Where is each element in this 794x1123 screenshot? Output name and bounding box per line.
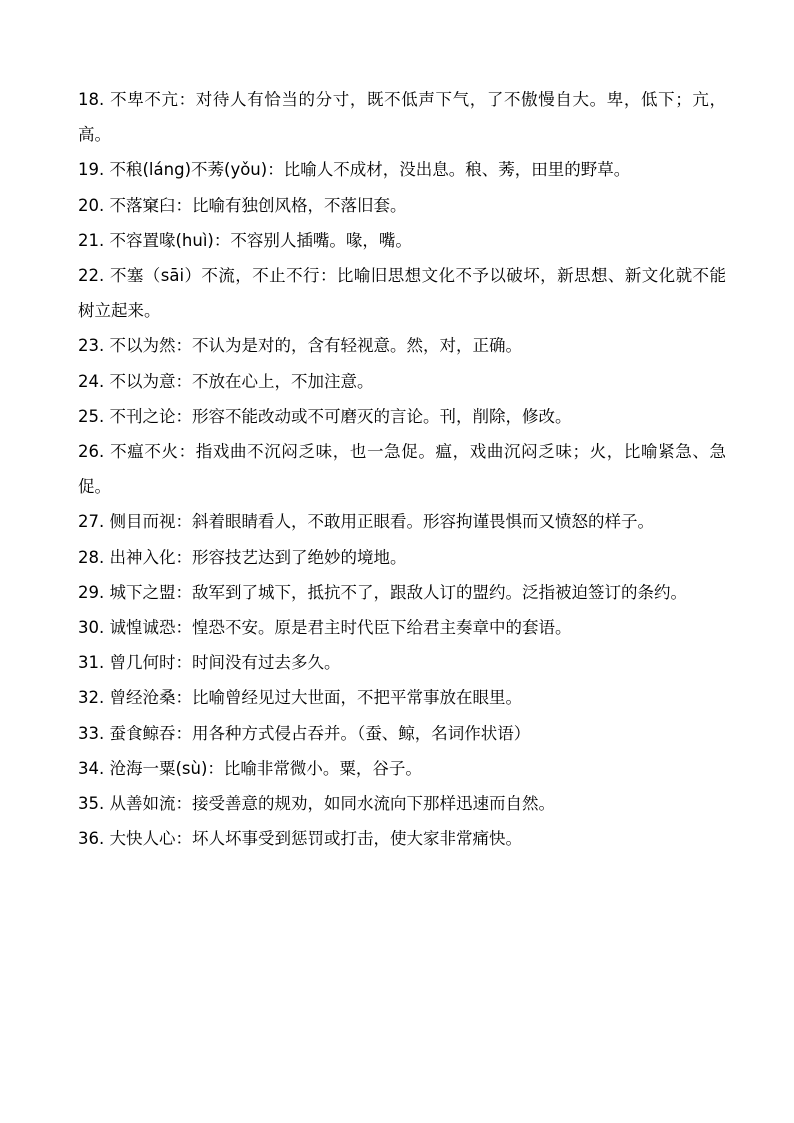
- entry-number: 33.: [78, 723, 105, 743]
- idiom-list: [78, 82, 726, 856]
- entry-text: 不瘟不火：指戏曲不沉闷乏味，也一急促。瘟，戏曲沉闷乏味；火，比喻紧急、急促。: [78, 442, 726, 497]
- entry-number: 35.: [78, 794, 105, 814]
- entry-text: 曾几何时：时间没有过去多久。: [109, 653, 341, 673]
- idiom-entry-28: [78, 540, 726, 575]
- entry-number: 32.: [78, 688, 105, 708]
- idiom-entry-29: [78, 575, 726, 610]
- entry-number: 31.: [78, 653, 105, 673]
- entry-number: 36.: [78, 829, 105, 849]
- entry-number: 28.: [78, 547, 105, 567]
- entry-number: 27.: [78, 512, 105, 532]
- entry-text: 不落窠臼：比喻有独创风格，不落旧套。: [109, 195, 407, 215]
- idiom-entry-34: [78, 751, 726, 786]
- entry-text: 出神入化：形容技艺达到了绝妙的境地。: [109, 547, 407, 567]
- entry-number: 26.: [78, 442, 105, 462]
- idiom-entry-25: [78, 399, 726, 434]
- entry-number: 20.: [78, 195, 105, 215]
- idiom-entry-21: [78, 223, 726, 258]
- entry-text: 不以为意：不放在心上，不加注意。: [109, 371, 374, 391]
- idiom-entry-18: [78, 82, 726, 152]
- idiom-entry-30: [78, 610, 726, 645]
- entry-text: 从善如流：接受善意的规劝，如同水流向下那样迅速而自然。: [109, 794, 555, 814]
- entry-text: 沧海一粟(sù)：比喻非常微小。粟，谷子。: [109, 758, 422, 778]
- idiom-entry-26: [78, 434, 726, 504]
- entry-text: 不卑不亢：对待人有恰当的分寸，既不低声下气，了不傲慢自大。卑，低下；亢，高。: [78, 90, 726, 145]
- idiom-entry-27: [78, 504, 726, 539]
- entry-number: 21.: [78, 230, 105, 250]
- entry-text: 不容置喙(huì)：不容别人插嘴。喙，嘴。: [109, 230, 412, 250]
- entry-text: 不稂(láng)不莠(yǒu)：比喻人不成材，没出息。稂、莠，田里的野草。: [109, 160, 631, 180]
- entry-number: 25.: [78, 406, 105, 426]
- entry-text: 不以为然：不认为是对的，含有轻视意。然，对，正确。: [109, 336, 522, 356]
- idiom-entry-35: [78, 786, 726, 821]
- entry-text: 诚惶诚恐：惶恐不安。原是君主时代臣下给君主奏章中的套语。: [109, 618, 572, 638]
- entry-text: 城下之盟：敌军到了城下，抵抗不了，跟敌人订的盟约。泛指被迫签订的条约。: [109, 582, 687, 602]
- idiom-entry-33: [78, 716, 726, 751]
- entry-text: 不塞（sāi）不流，不止不行：比喻旧思想文化不予以破坏，新思想、新文化就不能树立起来。: [78, 266, 726, 321]
- idiom-entry-36: [78, 821, 726, 856]
- entry-number: 18.: [78, 90, 105, 109]
- idiom-entry-19: [78, 152, 726, 187]
- entry-number: 34.: [78, 758, 105, 778]
- entry-text: 侧目而视：斜着眼睛看人，不敢用正眼看。形容拘谨畏惧而又愤怒的样子。: [109, 512, 654, 532]
- entry-text: 曾经沧桑：比喻曾经见过大世面，不把平常事放在眼里。: [109, 688, 522, 708]
- entry-number: 23.: [78, 336, 105, 356]
- entry-text: 大快人心：坏人坏事受到惩罚或打击，使大家非常痛快。: [109, 829, 522, 849]
- idiom-entry-20: [78, 188, 726, 223]
- entry-text: 不刊之论：形容不能改动或不可磨灭的言论。刊，削除，修改。: [109, 406, 572, 426]
- entry-number: 24.: [78, 371, 105, 391]
- entry-number: 19.: [78, 160, 105, 180]
- idiom-entry-31: [78, 645, 726, 680]
- idiom-entry-22: [78, 258, 726, 328]
- entry-number: 29.: [78, 582, 105, 602]
- idiom-entry-24: [78, 364, 726, 399]
- entry-text: 蚕食鲸吞：用各种方式侵占吞并。（蚕、鲸，名词作状语）: [109, 723, 531, 743]
- entry-number: 30.: [78, 618, 105, 638]
- idiom-entry-32: [78, 680, 726, 715]
- entry-number: 22.: [78, 266, 105, 286]
- idiom-entry-23: [78, 328, 726, 363]
